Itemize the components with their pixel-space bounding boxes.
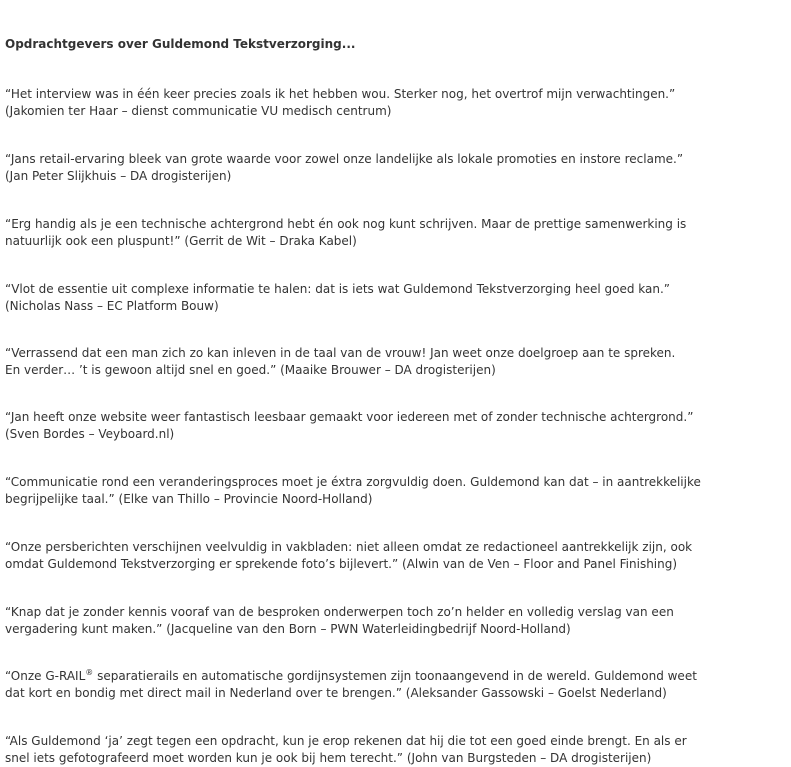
testimonial-quote: “Jan heeft onze website weer fantastisch leesbaar gemaakt voor iedereen met of zonder technische achtergrond.”	[5, 410, 694, 424]
testimonial-4	[5, 281, 785, 315]
testimonial-attribution: En verder… ’t is gewoon altijd snel en goed.” (Maaike Brouwer – DA drogisterijen)	[5, 363, 496, 377]
testimonial-quote: “Het interview was in één keer precies zoals ik het hebben wou. Sterker nog, het overtrof mijn verwachtingen.”	[5, 87, 676, 101]
testimonial-6	[5, 409, 785, 443]
testimonial-quote	[5, 668, 785, 685]
quote-text-after-trademark: separatierails en automatische gordijnsystemen zijn toonaangevend in de wereld. Guldemond weet	[93, 669, 697, 683]
testimonial-quote: “Knap dat je zonder kennis vooraf van de besproken onderwerpen toch zo’n helder en volledig verslag van een	[5, 605, 674, 619]
testimonial-11	[5, 733, 785, 767]
testimonial-attribution: natuurlijk ook een pluspunt!” (Gerrit de Wit – Draka Kabel)	[5, 234, 357, 248]
quote-text-before-trademark: “Onze G-RAIL	[5, 669, 86, 683]
testimonial-7	[5, 474, 785, 508]
registered-trademark-mark: ®	[85, 668, 94, 677]
testimonial-quote: “Als Guldemond ‘ja’ zegt tegen een opdracht, kun je erop rekenen dat hij die tot een goed einde brengt. En als er	[5, 734, 687, 748]
testimonial-attribution: (Jan Peter Slijkhuis – DA drogisterijen)	[5, 169, 232, 183]
testimonial-3	[5, 216, 785, 250]
testimonial-attribution: (Nicholas Nass – EC Platform Bouw)	[5, 299, 219, 313]
testimonial-quote: “Verrassend dat een man zich zo kan inleven in de taal van de vrouw! Jan weet onze doelgroep aan te spreken.	[5, 346, 676, 360]
testimonial-2	[5, 151, 785, 185]
testimonial-attribution: begrijpelijke taal.” (Elke van Thillo – Provincie Noord-Holland)	[5, 492, 373, 506]
testimonial-attribution: (Jakomien ter Haar – dienst communicatie VU medisch centrum)	[5, 104, 392, 118]
testimonial-9	[5, 604, 785, 638]
testimonial-attribution: omdat Guldemond Tekstverzorging er sprekende foto’s bijlevert.” (Alwin van de Ven – Floor and Panel Finishing)	[5, 557, 678, 571]
testimonial-quote: “Erg handig als je een technische achtergrond hebt én ook nog kunt schrijven. Maar de prettige samenwerking is	[5, 217, 687, 231]
testimonial-attribution: (Sven Bordes – Veyboard.nl)	[5, 427, 175, 441]
testimonial-10	[5, 668, 785, 702]
testimonial-attribution: dat kort en bondig met direct mail in Nederland over te brengen.” (Aleksander Gassowski – Goelst Nederland)	[5, 686, 667, 700]
testimonial-8	[5, 539, 785, 573]
testimonial-5	[5, 345, 785, 379]
testimonial-attribution: vergadering kunt maken.” (Jacqueline van den Born – PWN Waterleidingbedrijf Noord-Holland)	[5, 622, 571, 636]
testimonial-quote: “Onze persberichten verschijnen veelvuldig in vakbladen: niet alleen omdat ze redactioneel aantrekkelijk zijn, ook	[5, 540, 693, 554]
testimonial-quote: “Vlot de essentie uit complexe informatie te halen: dat is iets wat Guldemond Tekstverzorging heel goed kan.”	[5, 282, 670, 296]
testimonial-quote: “Communicatie rond een veranderingsproces moet je éxtra zorgvuldig doen. Guldemond kan dat – in aantrekkelijke	[5, 475, 701, 489]
testimonial-quote: “Jans retail-ervaring bleek van grote waarde voor zowel onze landelijke als lokale promoties en instore reclame.”	[5, 152, 684, 166]
testimonial-1	[5, 86, 785, 120]
testimonial-attribution: snel iets gefotografeerd moet worden kun je ook bij hem terecht.” (John van Burgsteden – DA drogisterijen)	[5, 751, 652, 765]
page-title: Opdrachtgevers over Guldemond Tekstverzorging...	[5, 37, 356, 51]
